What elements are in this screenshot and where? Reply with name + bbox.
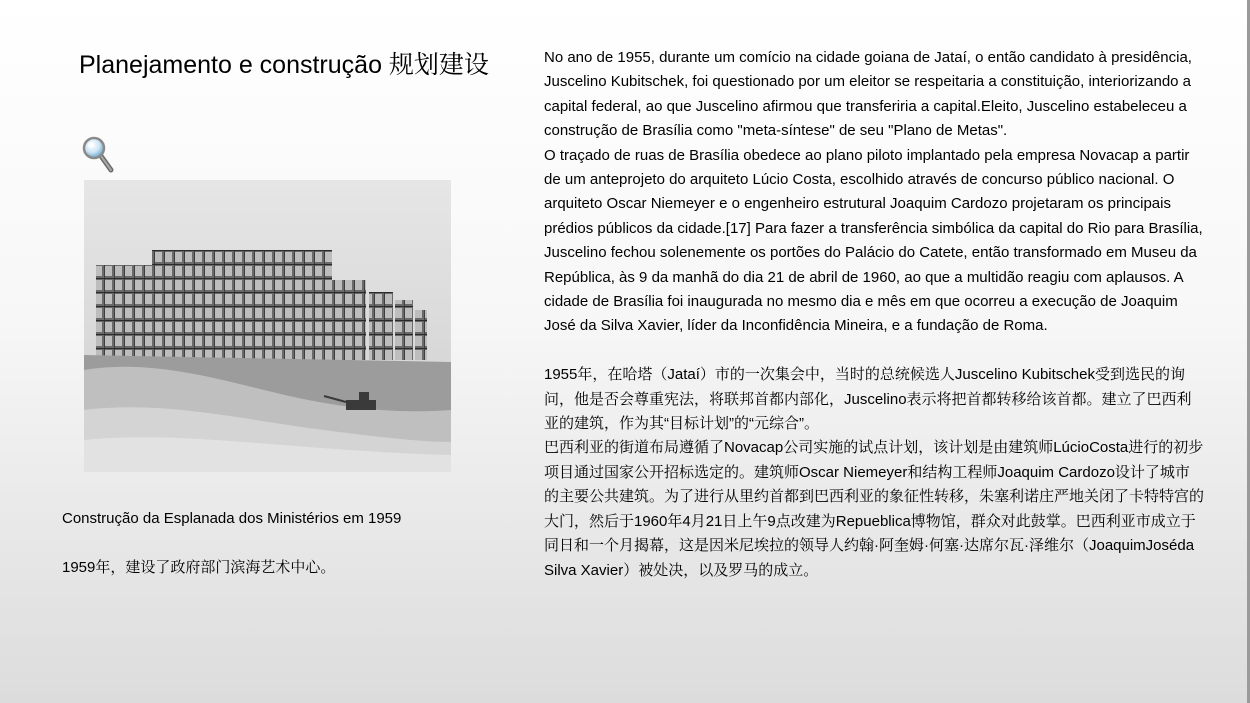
paragraph-pt-2: O traçado de ruas de Brasília obedece ao plano piloto implantado pela empresa Novacap a partir de um anteprojeto do arquiteto Lúcio Costa, escolhido através de concurso público nacional. O arquiteto Oscar Niemeyer e o engenheiro estrutural Joaquim Cardozo projetaram os principais prédios públicos da cidade.[17] Para fazer a transferência simbólica da capital do Rio para Brasília, Juscelino fechou solenemente os portões do Palácio do Catete, então transformado em Museu da República, às 9 da manhã do dia 21 de abril de 1960, ao que a multidão reagiu com aplausos. A cidade de Brasília foi inaugurada no mesmo dia e mês em que ocorreu a execução de Joaquim José da Silva Xavier, líder da Inconfidência Mineira, e a fundação de Roma.	[544, 146, 1203, 335]
photo-caption-portuguese: Construção da Esplanada dos Ministérios em 1959	[62, 510, 402, 527]
construction-photo	[84, 180, 451, 472]
paragraph-gap	[544, 339, 1204, 363]
magnifier-icon[interactable]	[82, 136, 114, 174]
body-text	[544, 46, 1204, 583]
paragraph-pt-1: No ano de 1955, durante um comício na cidade goiana de Jataí, o então candidato à presidência, Juscelino Kubitschek, foi questionado por um eleitor se respeitaria a constituição, interiorizando a capital federal, ao que Juscelino afirmou que transferiria a capital.Eleito, Juscelino estabeleceu a construção de Brasília como "meta-síntese" de seu "Plano de Metas".	[544, 49, 1192, 140]
photo-caption-chinese: 1959年，建设了政府部门滨海艺术中心。	[62, 559, 336, 576]
paragraph-zh-2: 巴西利亚的街道布局遵循了Novacap公司实施的试点计划，该计划是由建筑师LúcioCosta进行的初步项目通过国家公开招标选定的。建筑师Oscar Niemeyer和结构工程师Joaquim Cardozo设计了城市的主要公共建筑。为了进行从里约首都到巴西利亚的象征性转移，朱塞利诺庄严地关闭了卡特特宫的大门，然后于1960年4月21日上午9点改建为Repueblica博物馆，群众对此鼓掌。巴西利亚市成立于同日和一个月揭幕，这是因米尼埃拉的领导人约翰·阿奎姆·何塞·达席尔瓦·泽维尔（JoaquimJoséda Silva Xavier）被处决，以及罗马的成立。	[544, 439, 1205, 579]
slide-title: Planejamento e construção 规划建设	[79, 51, 489, 79]
paragraph-zh-1: 1955年，在哈塔（Jataí）市的一次集会中，当时的总统候选人Juscelino Kubitschek受到选民的询问，他是否会尊重宪法，将联邦首都内部化，Juscelino表示将把首都转移给该首都。建立了巴西利亚的建筑，作为其“目标计划”的“元综合”。	[544, 366, 1192, 433]
